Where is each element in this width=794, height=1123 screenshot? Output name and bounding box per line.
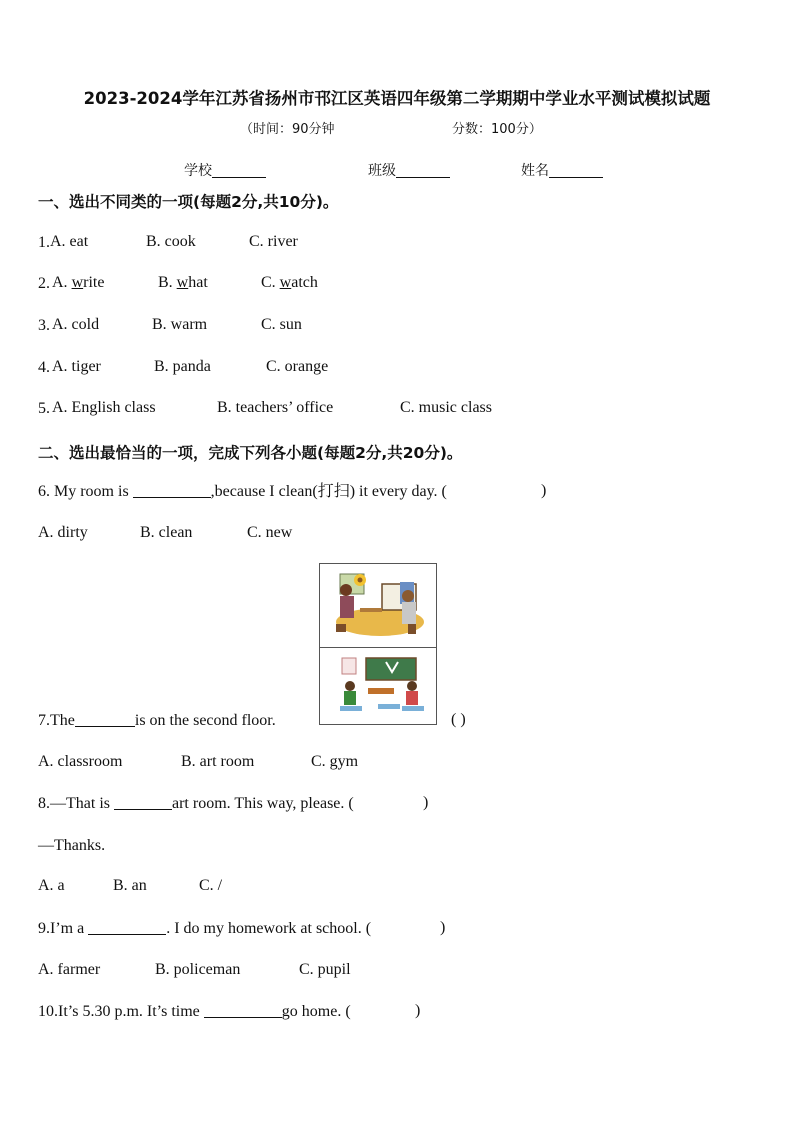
question-3 [38, 316, 50, 336]
question-text: 7.The [38, 712, 75, 729]
name-field [521, 160, 603, 180]
exam-time: （时间：90分钟 [240, 122, 335, 137]
question-text: 10.It’s 5.30 p.m. It’s time [38, 1003, 200, 1020]
option-a: A. tiger [52, 358, 101, 375]
question-text: 6. My room is [38, 483, 129, 500]
question-number: 3. [38, 317, 50, 334]
option-a: A. classroom [38, 753, 123, 770]
option-c: C. sun [261, 316, 302, 333]
class-field [368, 160, 450, 180]
page-title: 2023-2024学年江苏省扬州市邗江区英语四年级第二学期期中学业水平测试模拟试题 [83, 89, 711, 108]
option-letter: B. [158, 274, 177, 291]
option-c: C. river [249, 233, 298, 250]
question-5 [38, 399, 50, 419]
school-field [184, 160, 266, 180]
option-a: A. dirty [38, 524, 88, 541]
section-heading: 二、选出最恰当的一项，完成下列各小题(每题2分,共20分)。 [38, 444, 463, 462]
exam-score: 分数：100分） [452, 122, 542, 137]
answer-paren: ) [440, 919, 446, 936]
answer-paren: ( ) [451, 711, 466, 728]
option-c: C. gym [311, 753, 359, 770]
dialog-reply: —Thanks. [38, 837, 106, 854]
option-letter: C. [261, 274, 280, 291]
question-2 [38, 274, 50, 294]
answer-paren: ) [415, 1002, 421, 1019]
school-label: 学校 [184, 163, 212, 179]
option-c: C. orange [266, 358, 329, 375]
option-rest: atch [291, 274, 318, 291]
option-b: B. teachers’ office [217, 399, 334, 416]
question-text: 8.—That is [38, 795, 110, 812]
question-1 [38, 233, 50, 253]
option-b: B. warm [152, 316, 208, 333]
option-b: B. art room [181, 753, 255, 770]
classroom-illustration [320, 564, 436, 724]
question-text: ,because I clean(打扫) it every day. ( [210, 483, 447, 500]
option-b [158, 274, 208, 292]
option-c: C. pupil [299, 961, 351, 978]
school-blank [212, 163, 266, 178]
question-text: . I do my homework at school. ( [166, 920, 372, 937]
class-blank [396, 163, 450, 178]
question-text: go home. ( [281, 1003, 351, 1020]
name-blank [549, 163, 603, 178]
underlined-letter: w [71, 274, 84, 291]
question-text: is on the second floor. [134, 712, 276, 729]
answer-blank [204, 1002, 282, 1018]
option-letter: A. [52, 274, 72, 291]
option-rest: rite [83, 274, 105, 291]
option-b: B. panda [154, 358, 211, 375]
section-heading: 一、选出不同类的一项(每题2分,共10分)。 [38, 193, 339, 211]
option-a: A. farmer [38, 961, 101, 978]
name-label: 姓名 [521, 163, 549, 179]
option-b: B. cook [146, 233, 196, 250]
question-text: 9.I’m a [38, 920, 85, 937]
question-number: 1. [38, 234, 50, 251]
question-text: art room. This way, please. ( [172, 795, 354, 812]
option-b: B. policeman [155, 961, 241, 978]
option-b: B. clean [140, 524, 193, 541]
option-c: C. music class [400, 399, 492, 416]
question-number: 2. [38, 275, 50, 292]
answer-blank [133, 482, 211, 498]
option-c [261, 274, 318, 292]
option-a: A. eat [50, 233, 89, 250]
question-9 [38, 919, 371, 939]
question-6 [38, 482, 447, 502]
option-b: B. an [113, 877, 147, 894]
question-7 [38, 711, 276, 731]
class-label: 班级 [368, 163, 396, 179]
answer-blank [114, 794, 172, 810]
option-rest: hat [188, 274, 208, 291]
underlined-letter: w [176, 274, 189, 291]
question-number: 5. [38, 400, 50, 417]
question-4 [38, 358, 50, 378]
option-c: C. / [199, 877, 223, 894]
option-a: A. cold [52, 316, 100, 333]
question-8 [38, 794, 354, 814]
option-a: A. English class [52, 399, 156, 416]
option-a: A. a [38, 877, 65, 894]
answer-blank [88, 919, 166, 935]
underlined-letter: w [279, 274, 292, 291]
option-c: C. new [247, 524, 293, 541]
question-10 [38, 1002, 351, 1022]
answer-paren: ) [541, 482, 547, 499]
question-7-picture [319, 563, 437, 725]
answer-paren: ) [423, 794, 429, 811]
picture-divider [320, 647, 436, 648]
question-number: 4. [38, 359, 50, 376]
option-a [52, 274, 104, 292]
answer-blank [75, 711, 135, 727]
